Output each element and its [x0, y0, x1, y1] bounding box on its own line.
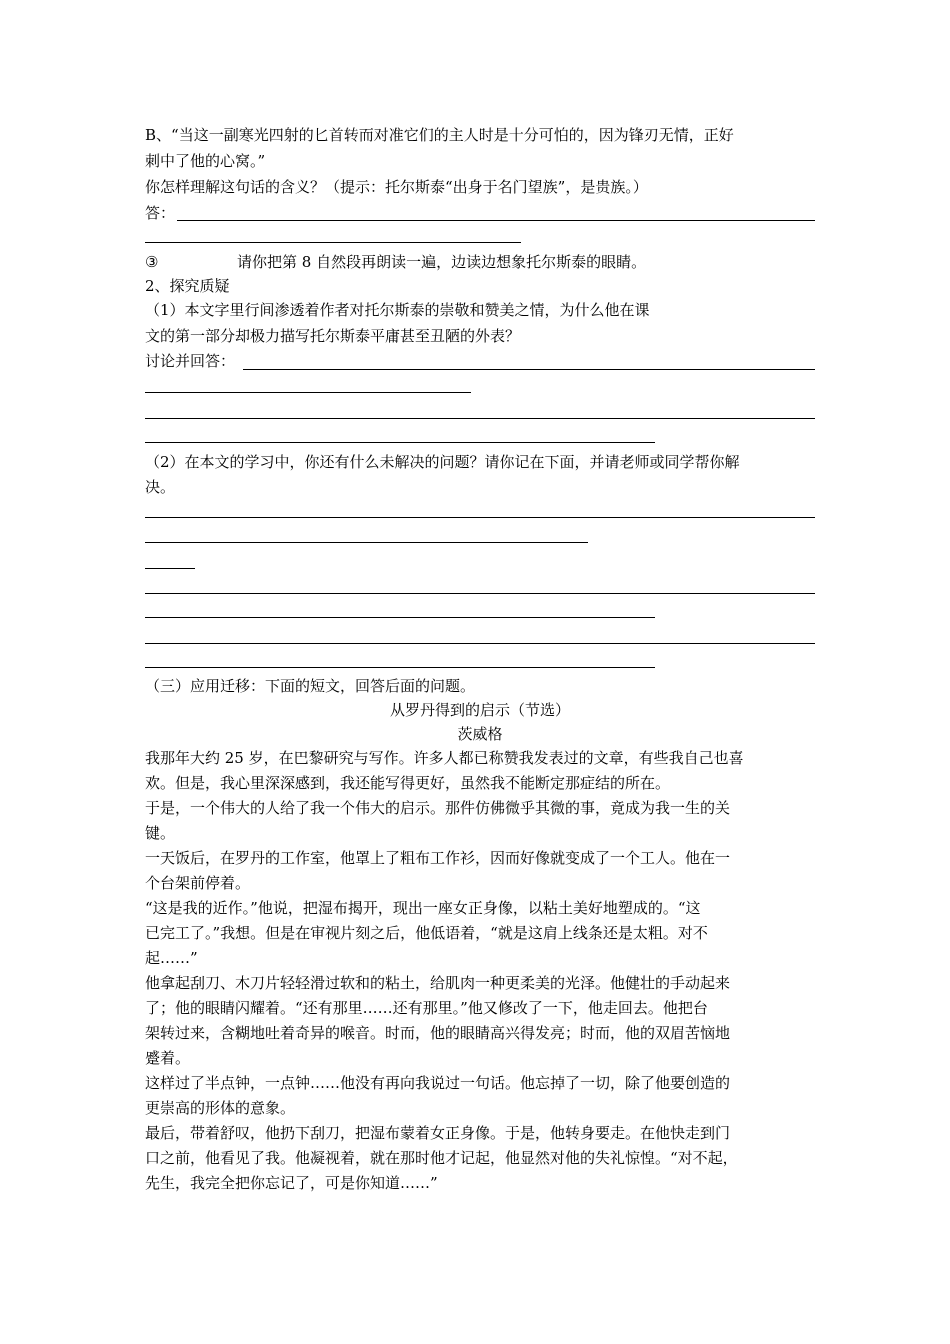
passage-line: 先生，我完全把你忘记了，可是你知道……” — [145, 1174, 438, 1192]
passage-line: 他拿起刮刀、木刀片轻轻滑过软和的粘土，给肌肉一种更柔美的光泽。他健壮的手动起来 — [145, 974, 731, 992]
passage-line: 键。 — [145, 824, 176, 842]
passage-author: 茨威格 — [457, 725, 503, 743]
answer-line[interactable] — [145, 667, 655, 668]
answer-line[interactable] — [145, 517, 815, 518]
answer-line[interactable] — [145, 593, 815, 594]
passage-line: 起……” — [145, 949, 198, 967]
answer-line[interactable] — [145, 643, 815, 644]
apply-heading: （三）应用迁移：下面的短文，回答后面的问题。 — [145, 677, 476, 695]
passage-line: 架转过来，含糊地吐着奇异的喉音。时而，他的眼睛高兴得发亮；时而，他的双眉苦恼地 — [145, 1024, 731, 1042]
section-b-question: 你怎样理解这句话的含义？（提示：托尔斯泰“出身于名门望族”，是贵族。） — [145, 178, 648, 196]
passage-line: 我那年大约 25 岁，在巴黎研究与写作。许多人都已称赞我发表过的文章，有些我自己也喜 — [145, 749, 744, 767]
answer-line[interactable] — [145, 542, 588, 543]
question-2-line-1: （2）在本文的学习中，你还有什么未解决的问题？请你记在下面，并请老师或同学帮你解 — [145, 453, 740, 471]
passage-line: 了；他的眼睛闪耀着。“还有那里……还有那里。”他又修改了一下，他走回去。他把台 — [145, 999, 708, 1017]
answer-line[interactable] — [145, 242, 521, 243]
answer-line[interactable] — [145, 568, 195, 569]
answer-label: 答： — [145, 204, 176, 222]
answer-line[interactable] — [145, 418, 815, 419]
passage-line: “这是我的近作。”他说，把湿布揭开，现出一座女正身像，以粘土美好地塑成的。“这 — [145, 899, 701, 917]
passage-line: 个台架前停着。 — [145, 874, 251, 892]
passage-line: 于是，一个伟大的人给了我一个伟大的启示。那件仿佛微乎其微的事，竟成为我一生的关 — [145, 799, 731, 817]
question-1-line-2: 文的第一部分却极力描写托尔斯泰平庸甚至丑陋的外表？ — [145, 327, 521, 345]
question-2-line-2: 决。 — [145, 478, 176, 496]
item-3-text: 请你把第 8 自然段再朗读一遍，边读边想象托尔斯泰的眼睛。 — [237, 253, 647, 271]
question-1-line-1: （1）本文字里行间渗透着作者对托尔斯泰的崇敬和赞美之情，为什么他在课 — [145, 301, 650, 319]
answer-line[interactable] — [145, 617, 655, 618]
passage-line: 欢。但是，我心里深深感到，我还能写得更好，虽然我不能断定那症结的所在。 — [145, 774, 671, 792]
section-b-line-2: 刺中了他的心窝。” — [145, 152, 266, 170]
passage-line: 蹙着。 — [145, 1049, 191, 1067]
answer-line[interactable] — [243, 369, 815, 370]
answer-line[interactable] — [177, 220, 815, 221]
passage-line: 已完工了。”我想。但是在审视片刻之后，他低语着，“就是这肩上线条还是太粗。对不 — [145, 924, 708, 942]
section-b-line-1: B、“当这一副寒光四射的匕首转而对准它们的主人时是十分可怕的，因为锋刃无情，正好 — [145, 126, 734, 144]
passage-title: 从罗丹得到的启示（节选） — [389, 701, 570, 719]
explore-heading: 2、探究质疑 — [145, 277, 230, 295]
passage-line: 更崇高的形体的意象。 — [145, 1099, 296, 1117]
item-3-number: ③ — [145, 253, 159, 271]
answer-line[interactable] — [145, 392, 471, 393]
passage-line: 这样过了半点钟，一点钟……他没有再向我说过一句话。他忘掉了一切，除了他要创造的 — [145, 1074, 731, 1092]
discussion-label: 讨论并回答： — [145, 352, 236, 370]
answer-line[interactable] — [145, 442, 655, 443]
passage-line: 口之前，他看见了我。他凝视着，就在那时他才记起，他显然对他的失礼惊惶。“对不起， — [145, 1149, 738, 1167]
passage-line: 一天饭后，在罗丹的工作室，他罩上了粗布工作衫，因而好像就变成了一个工人。他在一 — [145, 849, 731, 867]
passage-line: 最后，带着舒叹，他扔下刮刀，把湿布蒙着女正身像。于是，他转身要走。在他快走到门 — [145, 1124, 731, 1142]
